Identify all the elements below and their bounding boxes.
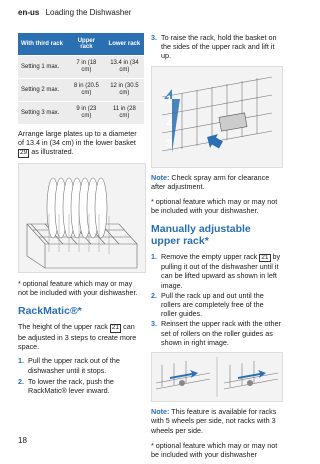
table-cell: 8 in (20.5 cm) <box>68 79 105 102</box>
plates-basket-drawing <box>19 164 145 272</box>
plates-text-end: as illustrated. <box>31 147 74 157</box>
intro-text-end: can be adjusted in 3 steps to create more space. <box>18 322 137 352</box>
table-cell: 12 in (30.5 cm) <box>105 79 144 102</box>
upper-rack-ref: 21 <box>111 324 120 332</box>
step-number: 1. <box>18 356 24 366</box>
clearance-note <box>151 173 281 191</box>
page-header <box>18 8 131 17</box>
plates-paragraph <box>18 129 144 158</box>
plates-text: Arrange large plates up to a diameter of 13.4 in (34 cm) in the lower basket <box>18 129 137 148</box>
table-row <box>18 79 144 102</box>
note-label: Note: <box>151 407 170 417</box>
wheels-note <box>151 407 281 435</box>
table-cell: Setting 3 max. <box>18 102 68 125</box>
optional-feature-note: * optional feature which may or may not be included with your dishwasher. <box>151 197 278 216</box>
table-cell: 9 in (23 cm) <box>68 102 105 125</box>
language-code: en-us <box>18 8 40 17</box>
table-header-row <box>18 33 144 56</box>
table-cell: 13.4 in (34 cm) <box>105 56 144 79</box>
figure-label-1: 1 <box>166 93 173 106</box>
step-text: Pull the upper rack out of the dishwasher until it stops. <box>28 356 120 375</box>
step-text: To lower the rack, push the RackMatic® lever inward. <box>28 376 114 396</box>
step-number: 2. <box>151 290 157 300</box>
step-number: 2. <box>18 376 24 386</box>
upper-rack-ref: 21 <box>261 253 269 261</box>
table-header: Lower rack <box>105 33 144 56</box>
table-cell: Setting 1 max. <box>18 56 68 79</box>
table-cell: 11 in (28 cm) <box>105 102 144 125</box>
roller-guides-drawing <box>152 353 282 401</box>
manual-step-2 <box>151 291 281 319</box>
rack-height-table <box>18 33 144 124</box>
left-column <box>18 33 144 395</box>
rackmatic-step-1 <box>18 356 144 374</box>
manual-step-1 <box>151 252 281 290</box>
table-header: Upper rack <box>68 33 105 56</box>
step-text: To raise the rack, hold the basket on the sides of the upper rack and lift it up. <box>161 33 277 61</box>
rackmatic-drawing <box>152 67 282 167</box>
step-number: 1. <box>151 251 157 261</box>
section-title: Loading the Dishwasher <box>45 8 132 17</box>
rackmatic-levels-illustration <box>151 66 283 168</box>
note-label: Note: <box>151 172 170 182</box>
lower-basket-ref: 29 <box>20 149 28 157</box>
table-cell: 7 in (18 cm) <box>68 56 105 79</box>
roller-guides-illustration <box>151 352 283 402</box>
rackmatic-heading: RackMatic®* <box>18 305 82 318</box>
step-text-end: by pulling it out of the dishwasher until it can be lifted upward as shown in left image. <box>161 251 281 290</box>
figure-label-2: 2 <box>166 115 173 128</box>
right-column <box>151 33 281 459</box>
optional-feature-note: * optional feature which may or may not be included with your dishwasher. <box>18 278 138 298</box>
rackmatic-step-2 <box>18 377 144 395</box>
step-text: Reinsert the upper rack with the other set of rollers on the roller guides as shown in right image. <box>161 319 281 347</box>
note-text: This feature is available for racks with 5 wheels per side, not racks with 3 wheels per side. <box>151 407 277 435</box>
optional-feature-note: * optional feature which may or may not be included with your dishwasher <box>151 440 278 459</box>
page-number: 18 <box>18 436 27 445</box>
rackmatic-step-3 <box>151 33 281 61</box>
table-row <box>18 102 144 125</box>
table-cell: Setting 2 max. <box>18 79 68 102</box>
plates-in-basket-illustration <box>18 163 146 273</box>
table-row <box>18 56 144 79</box>
step-text: Pull the rack up and out until the rollers are completely free of the roller guides. <box>161 290 264 319</box>
manual-step-3 <box>151 319 281 347</box>
table-header: With third rack <box>18 33 68 56</box>
figure-label-3: 3 <box>166 137 173 150</box>
note-text: Check spray arm for clearance after adjustment. <box>151 172 270 191</box>
step-text <box>161 252 281 290</box>
step-number: 3. <box>151 33 157 42</box>
manual-rack-heading: Manually adjustable upper rack* <box>151 222 251 247</box>
step-number: 3. <box>151 319 157 329</box>
intro-text: The height of the upper rack <box>18 322 108 332</box>
rackmatic-intro <box>18 322 144 351</box>
step-text-start: Remove the empty upper rack <box>161 251 258 261</box>
